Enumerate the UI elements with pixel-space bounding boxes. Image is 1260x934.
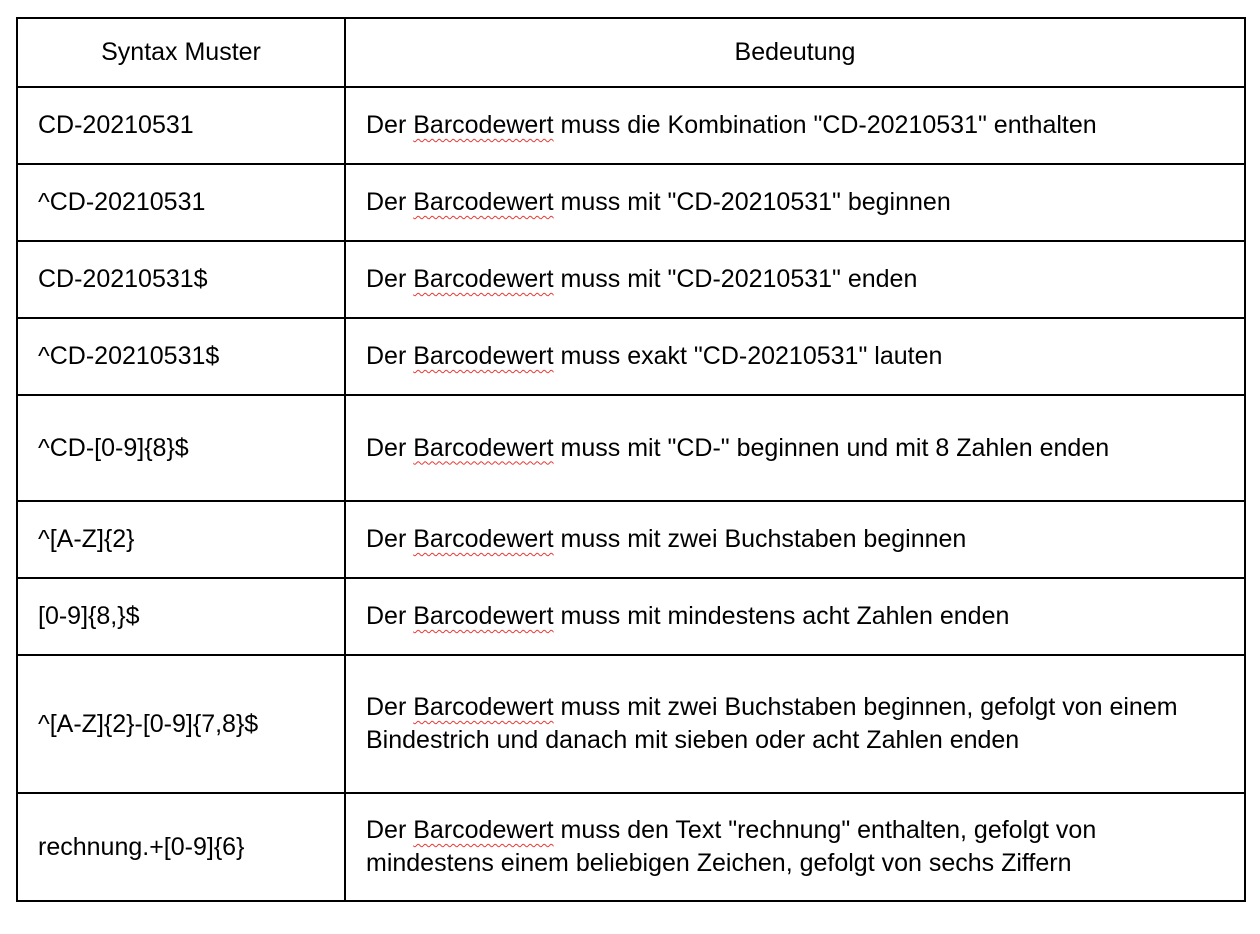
table-row: [17, 318, 1245, 395]
meaning-prefix: Der: [366, 342, 414, 370]
header-bedeutung: Bedeutung: [345, 18, 1245, 87]
table-row: [17, 164, 1245, 241]
pattern-cell: [0-9]{8,}$: [17, 578, 345, 655]
meaning-rest: muss die Kombination "CD-20210531" enthalten: [553, 111, 1097, 139]
spellcheck-flagged-word[interactable]: Barcodewert: [413, 265, 554, 293]
meaning-prefix: Der: [366, 111, 414, 139]
table-row: [17, 241, 1245, 318]
meaning-rest: muss mit zwei Buchstaben beginnen, gefolgt von einem Bindestrich und danach mit sieben oder acht Zahlen enden: [366, 693, 1178, 754]
meaning-rest: muss mit "CD-" beginnen und mit 8 Zahlen enden: [553, 433, 1110, 462]
meaning-prefix: Der: [366, 525, 414, 553]
meaning-prefix: Der: [366, 188, 414, 216]
pattern-cell: ^CD-20210531: [17, 164, 345, 241]
pattern-cell: rechnung.+[0-9]{6}: [17, 793, 345, 901]
meaning-prefix: Der: [366, 816, 414, 844]
spellcheck-flagged-word[interactable]: Barcodewert: [413, 188, 554, 216]
meaning-rest: muss exakt "CD-20210531" lauten: [553, 342, 943, 370]
pattern-cell: ^[A-Z]{2}-[0-9]{7,8}$: [17, 655, 345, 793]
meaning-prefix: Der: [366, 693, 414, 721]
table-header-row: [17, 18, 1245, 87]
meaning-cell: [345, 395, 1245, 501]
meaning-cell: [345, 793, 1245, 901]
meaning-cell: [345, 164, 1245, 241]
pattern-cell: ^CD-20210531$: [17, 318, 345, 395]
pattern-cell: ^[A-Z]{2}: [17, 501, 345, 578]
meaning-rest: muss mit zwei Buchstaben beginnen: [553, 525, 967, 553]
meaning-rest: muss mit "CD-20210531" beginnen: [553, 188, 951, 216]
regex-syntax-table: [16, 17, 1246, 902]
header-syntax-muster: Syntax Muster: [17, 18, 345, 87]
meaning-cell: [345, 87, 1245, 164]
pattern-cell: CD-20210531$: [17, 241, 345, 318]
meaning-prefix: Der: [366, 265, 414, 293]
spellcheck-flagged-word[interactable]: Barcodewert: [413, 342, 554, 370]
meaning-rest: muss mit "CD-20210531" enden: [553, 265, 918, 293]
table-row: [17, 87, 1245, 164]
spellcheck-flagged-word[interactable]: Barcodewert: [413, 816, 554, 844]
meaning-cell: [345, 318, 1245, 395]
table-row: [17, 501, 1245, 578]
pattern-cell: CD-20210531: [17, 87, 345, 164]
table-row: [17, 655, 1245, 793]
meaning-cell: [345, 501, 1245, 578]
meaning-cell: [345, 578, 1245, 655]
spellcheck-flagged-word[interactable]: Barcodewert: [413, 111, 554, 139]
spellcheck-flagged-word[interactable]: Barcodewert: [413, 693, 554, 721]
meaning-cell: [345, 241, 1245, 318]
table-row: [17, 578, 1245, 655]
spellcheck-flagged-word[interactable]: Barcodewert: [413, 433, 554, 462]
meaning-rest: muss mit mindestens acht Zahlen enden: [553, 602, 1010, 630]
spellcheck-flagged-word[interactable]: Barcodewert: [413, 602, 554, 630]
table-row: [17, 395, 1245, 501]
meaning-cell: [345, 655, 1245, 793]
meaning-rest: muss den Text "rechnung" enthalten, gefolgt von mindestens einem beliebigen Zeichen, gefolgt von sechs Ziffern: [366, 816, 1097, 877]
meaning-prefix: Der: [366, 433, 414, 462]
meaning-prefix: Der: [366, 602, 414, 630]
table-row: [17, 793, 1245, 901]
pattern-cell: ^CD-[0-9]{8}$: [17, 395, 345, 501]
spellcheck-flagged-word[interactable]: Barcodewert: [413, 525, 554, 553]
